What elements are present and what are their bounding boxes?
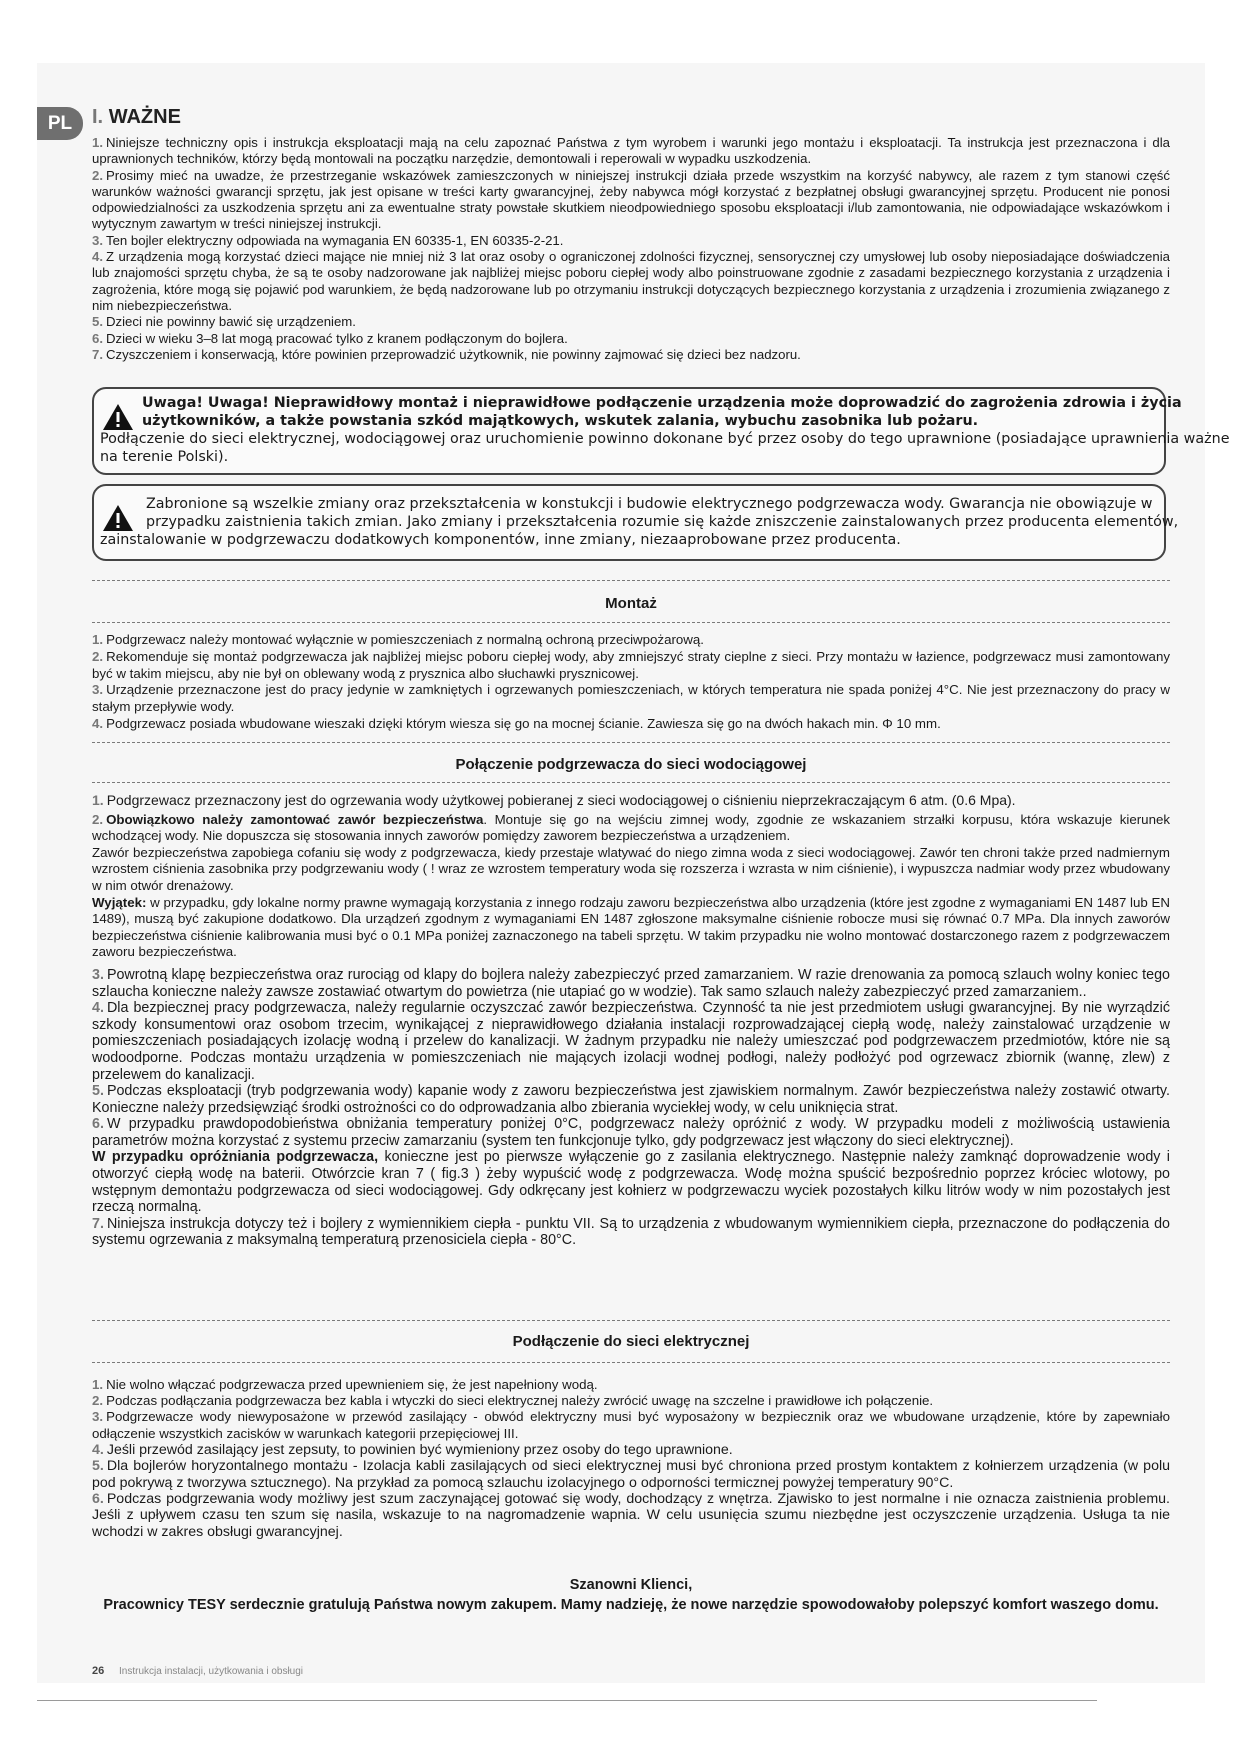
warning-box-modifications xyxy=(92,484,1179,561)
closing-greeting: Szanowni Klienci, xyxy=(569,1577,693,1593)
water-item: 5. Podczas eksploatacji (tryb podgrzewania wody) kapanie wody z zaworu bezpieczeństwa jest zjawiskiem normalnym. Zawór bezpieczeństwa należy zostawić otwarty. Konieczne należy przedsięwziąć środki ostrożności co do odprowadzania albo zbierania wyciekłej wody, w celu uniknięcia strat. xyxy=(92,1083,1170,1116)
intro-item: 4. Z urządzenia mogą korzystać dzieci mające nie mniej niż 3 lat oraz osoby o ograniczonej zdolności fizycznej, sensorycznej czy umysłowej lub osoby nieposiadające doświadczenia lub znajomości sprzętu chyba, że są te osoby nadzorowane jak najbliżej miejsc poboru ciepłej wody albo poinstruowane zgodnie z zasadami bezpiecznego korzystania z urządzenia i zagrożenia, które mogą się pojawić pod warunkiem, że będą nadzorowane lub po otrzymaniu instrukcji dotyczących bezpiecznego korzystania z urządzenia i zrozumienia związanego z nim niebezpieczeństwa. xyxy=(92,249,1170,313)
water-item: 2. Obowiązkowo należy zamontować zawór bezpieczeństwa. Montuje się go na wejściu zimnej wody, zgodnie ze wskazaniem strzałki korpusu, która wskazuje kierunek wchodzącej wody. Nie dopuszcza się stosowania innych zaworów pomiędzy zaworem bezpieczeństwa a urządzeniem. xyxy=(92,811,1171,844)
montaz-item: 3. Urządzenie przeznaczone jest do pracy jedynie w zamkniętych i ogrzewanych pomieszczeniach, w których temperatura nie spada poniżej 4°C. Nie jest przeznaczony do pracy w stałym przepływie wody. xyxy=(92,682,1170,715)
page-footer xyxy=(92,1665,303,1677)
intro-item: 7. Czyszczeniem i konserwacją, które powinien przeprowadzić użytkownik, nie powinny zajmować się dzieci bez nadzoru. xyxy=(92,346,801,362)
montaz-item: 2. Rekomenduje się montaż podgrzewacza jak najbliżej miejsc poboru ciepłej wody, aby zmniejszyć straty cieplne z sieci. Przy montażu w łazience, podgrzewacz musi zamontowany być w takim miejscu, aby nie był on oblewany wodą z prysznica albo słuchawki prysznicowej. xyxy=(92,648,1170,681)
montaz-item: 4. Podgrzewacz posiada wbudowane wieszaki dzięki którym wiesza się go na mocnej ścianie. Zawiesza się go na dwóch hakach min. Φ 10 mm. xyxy=(92,715,941,731)
water-paragraph: W przypadku opróżniania podgrzewacza, konieczne jest po pierwsze wyłączenie go z zasilania elektrycznego. Następnie należy zamknąć doprowadzenie wody i otworzyć ciepłą wodę na baterii. Otwórzcie kran 7 ( fig.3 ) żeby wypuścić wodę z podgrzewacza. Wodę można spuścić bezpośrednio poprzez króciec wlotowy, po wstępnym demontażu podgrzewacza od sieci wodociągowej. Gdy odkręcany jest kołnierz w podgrzewaczu wyciek pozostałych kilku litrów wody w nim pozostałych jest rzeczą normalną. xyxy=(92,1149,1170,1216)
warning-triangle-icon xyxy=(102,504,134,532)
dashed-separator xyxy=(92,782,1170,783)
warning1-bold-line: użytkowników, a także powstania szkód majątkowych, wskutek zalania, wybuchu zasobnika lub pożaru. xyxy=(142,413,979,429)
electric-list xyxy=(92,1377,1170,1540)
water-item: 7. Niniejsza instrukcja dotyczy też i bojlery z wymiennikiem ciepła - punktu VII. Są to urządzenia z wbudowanym wymiennikiem ciepła, przeznaczone do podłączenia do systemu ogrzewania z maksymalną temperaturą przenosiciela ciepła - 80°C. xyxy=(92,1215,1170,1249)
page-number: 26 xyxy=(92,1665,105,1677)
section-heading: WAŻNE xyxy=(108,106,181,128)
water-item: 4. Dla bezpiecznej pracy podgrzewacza, należy regularnie oczyszczać zawór bezpieczeństwa. Czynność ta nie jest przedmiotem usługi gwarancyjnej. By nie wyrządzić szkody konsumentowi oraz osobom trzecim, wynikającej z nieprawidłowego działania instalacji rozprowadzającej ciepłą wodę, należy zainstalować urządzenie w pomieszczeniach posiadających izolację wodną i przelew do kanalizacji. W żadnym przypadku nie należy umieszczać pod podgrzewaczem przedmiotów, które nie są wodoodporne. Podczas montażu urządzenia w pomieszczeniach nie mających izolacji wodnej podłogi, należy podłożyć pod ogrzewacz zbiornik (wannę, zlew) z przelewem do kanalizacji. xyxy=(92,1000,1170,1083)
footer-rule xyxy=(37,1700,1097,1701)
dashed-separator xyxy=(92,1362,1170,1363)
warning1-line: na terenie Polski). xyxy=(100,449,229,465)
warning1-line: Podłączenie do sieci elektrycznej, wodociągowej oraz uruchomienie powinno dokonane być przez osoby do tego uprawnione (posiadające uprawnienia ważne xyxy=(100,431,1230,447)
closing-message xyxy=(92,1577,1170,1614)
intro-item: 6. Dzieci w wieku 3–8 lat mogą pracować tylko z kranem podłączonym do bojlera. xyxy=(92,330,568,346)
warning-box-installation xyxy=(92,387,1230,475)
intro-list xyxy=(92,135,1170,363)
intro-item: 2. Prosimy mieć na uwadze, że przestrzeganie wskazówek zamieszczonych w niniejszej instrukcji działa przede wszystkim na korzyść nabywcy, ale razem z tym stanowi część warunków ważności gwarancji sprzętu, jak jest opisane w treści karty gwarancyjnej, żeby nabywca mógł korzystać z bezpłatnej obsługi gwarancyjnej sprzętu. Producent nie ponosi odpowiedzialności za uszkodzenia sprzętu ani za ewentualne straty powstałe skutkiem nieodpowiedniego sposobu eksploatacji i/lub zamontowania, nie odpowiadające wskazówkom i wytycznym zawartym w treści niniejszej instrukcji. xyxy=(92,167,1170,232)
electric-item: 1. Nie wolno włączać podgrzewacza przed upewnieniem się, że jest napełniony wodą. xyxy=(92,1377,598,1392)
montaz-list xyxy=(92,632,1170,733)
section-title-electric: Podłączenie do sieci elektrycznej xyxy=(512,1333,750,1350)
intro-item: 5. Dzieci nie powinny bawić się urządzeniem. xyxy=(92,314,356,330)
electric-item: 3. Podgrzewacze wody niewyposażone w przewód zasilający - obwód elektryczny musi być wyposażony w bezpiecznik oraz we wbudowane urządzenie, które by zapewniało odłączenie wszystkich zacisków w warunkach kategorii przepięciowej III. xyxy=(92,1409,1170,1441)
closing-text: Pracownicy TESY serdecznie gratulują Państwa nowym zakupem. Mamy nadzieję, że nowe narzędzie spowodowałoby polepszyć komfort waszego domu. xyxy=(103,1597,1159,1613)
dashed-separator xyxy=(92,1320,1170,1321)
dashed-separator xyxy=(92,580,1170,581)
warning-triangle-icon xyxy=(102,403,134,431)
warning1-bold-line: Uwaga! Uwaga! Nieprawidłowy montaż i nieprawidłowe podłączenie urządzenia może doprowadzić do zagrożenia zdrowia i życia xyxy=(142,395,1182,411)
warning2-line: przypadku zaistnienia takich zmian. Jako zmiany i przekształcenia rozumie się każde zniszczenie zainstalowanych przez producenta elementów, xyxy=(146,514,1179,530)
dashed-separator xyxy=(92,742,1170,743)
water-item: 6. W przypadku prawdopodobieństwa obniżania temperatury poniżej 0°C, podgrzewacz należy opróżnić z wody. W przypadku modeli z możliwością ustawienia parametrów można korzystać z systemu przeciw zamarzaniu (system ten funkcjonuje tylko, gdy podgrzewacz jest włączony do sieci elektrycznej). xyxy=(92,1116,1170,1149)
section-number: I. xyxy=(92,106,104,128)
water-item: 1. Podgrzewacz przeznaczony jest do ogrzewania wody użytkowej pobieranej z sieci wodociągowej o ciśnieniu nieprzekraczającym 6 atm. (0.6 Mpa). xyxy=(92,792,1016,808)
electric-item: 2. Podczas podłączania podgrzewacza bez kabla i wtyczki do sieci elektrycznej należy zwrócić uwagę na szczelne i prawidłowe ich połączenie. xyxy=(92,1393,934,1409)
water-section xyxy=(92,792,1170,1249)
warning2-line: zainstalowanie w podgrzewaczu dodatkowych komponentów, inne zmiany, niezaaprobowane przez producenta. xyxy=(100,532,901,548)
electric-item: 6. Podczas podgrzewania wody możliwy jest szum zaczynającej gotować się wody, dochodzący z wnętrza. Zjawisko to jest normalne i nie oznacza zaistnienia problemu. Jeśli z upływem czasu ten szum się nasila, wskazuje to na nagromadzenie wapnia. W celu usunięcia szumu niezbędne jest oczyszczenie urządzenia. Usługa ta nie wchodzi w zakres obsługi gwarancyjnej. xyxy=(92,1491,1170,1540)
water-paragraph: Zawór bezpieczeństwa zapobiega cofaniu się wody z podgrzewacza, kiedy przestaje wlatywać do niego zimna woda z sieci wodociągowej. Zawór ten chroni także przed nadmiernym wzrostem ciśnienia zasobnika przy podgrzewaniu wody ( ! wraz ze wzrostem temperatury woda się rozszerza i wzrasta w nim ciśnienie), i wypuszcza nadmiar wody przez wbudowany w nim otwór drenażowy. xyxy=(92,844,1170,893)
section-title-wazne xyxy=(92,106,181,129)
footer-text: Instrukcja instalacji, użytkowania i obsługi xyxy=(119,1666,304,1677)
language-tab: PL xyxy=(37,107,83,140)
water-exception: Wyjątek: w przypadku, gdy lokalne normy prawne wymagają korzystania z innego rodzaju zaworu bezpieczeństwa albo urządzenia (które jest zgodne z wymaganiami EN 1487 lub EN 1489), muszą być zakupione dodatkowo. Dla urządzeń zgodnym z wymaganiami EN 1487 zgłoszone maksymalne ciśnienie robocze musi się równać 0.7 MPa. Dla innych zaworów bezpieczeństwa ciśnienie kalibrowania musi być o 0.1 MPa poniżej zaznaczonego na tabeli sprzętu. W takim przypadku nie wolno montować dostarczonego razem z podgrzewaczem zaworu bezpieczeństwa. xyxy=(92,894,1170,960)
intro-item: 3. Ten bojler elektryczny odpowiada na wymagania EN 60335-1, EN 60335-2-21. xyxy=(92,232,564,248)
section-title-montaz: Montaż xyxy=(605,595,657,612)
intro-item: 1. Niniejsze techniczny opis i instrukcja eksploatacji mają na celu zapoznać Państwa z tym wyrobem i warunki jego montażu i eksploatacji. Ta instrukcja jest przeznaczona i dla uprawnionych techników, którzy będą montowali na początku narzędzie, demontowali i reperowali w wypadku uszkodzenia. xyxy=(92,135,1170,167)
water-item: 3. Powrotną klapę bezpieczeństwa oraz rurociąg od klapy do bojlera należy zabezpieczyć przed zamarzaniem. W razie drenowania za pomocą szlauch wolny koniec tego szlaucha konieczne należy zawsze zostawiać otwartym do powietrza (nie utapiać go w wodzie). Tak samo szlauch należy zabezpieczyć przed zamarzaniem.. xyxy=(92,966,1170,1000)
warning2-line: Zabronione są wszelkie zmiany oraz przekształcenia w konstukcji i budowie elektrycznego podgrzewacza wody. Gwarancja nie obowiązuje w xyxy=(146,496,1153,512)
electric-item: 5. Dla bojlerów horyzontalnego montażu - Izolacja kabli zasilających od sieci elektrycznej musi być chroniona przed prostym kontaktem z kołnierzem urządzenia (w polu pod pokrywą z tworzywa sztucznego). Na przykład za pomocą szlauchu izolacyjnego o odporności termicznej powyżej temperatury 90°C. xyxy=(92,1458,1170,1491)
montaz-item: 1. Podgrzewacz należy montować wyłącznie w pomieszczeniach z normalną ochroną przeciwpożarową. xyxy=(92,632,704,647)
section-title-water: Połączenie podgrzewacza do sieci wodociągowej xyxy=(455,756,807,773)
dashed-separator xyxy=(92,622,1170,623)
electric-item: 4. Jeśli przewód zasilający jest zepsuty, to powinien być wymieniony przez osoby do tego uprawnione. xyxy=(92,1441,733,1458)
